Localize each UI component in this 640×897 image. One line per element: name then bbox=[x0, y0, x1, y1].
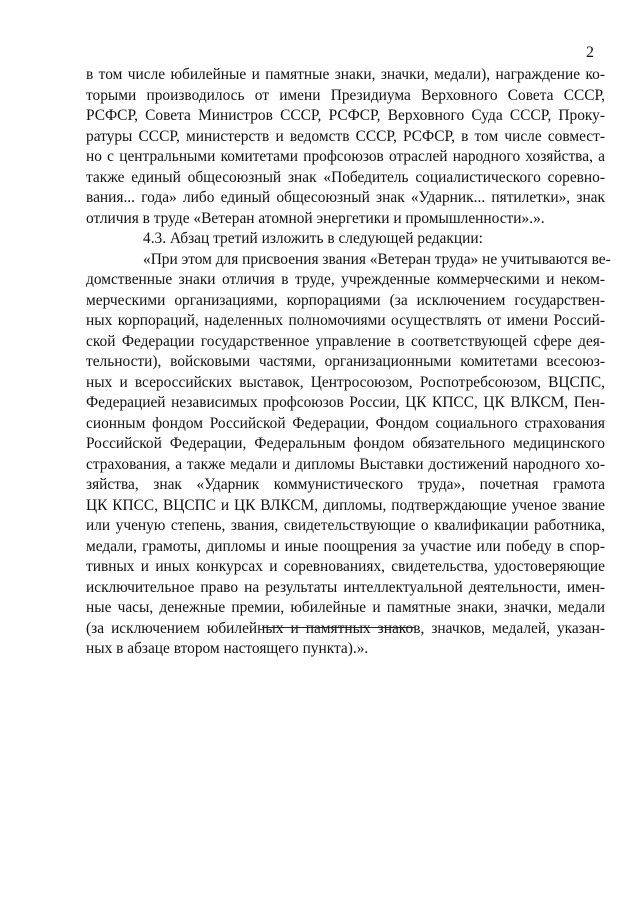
end-separator-line bbox=[262, 627, 415, 628]
text-line: ных и всероссийских выставок, Центросоюзом, Роспотребсоюзом, ВЦСПС, bbox=[86, 373, 605, 391]
text-line: ратуры СССР, министерств и ведомств СССР, РСФСР, в том числе совмест- bbox=[86, 127, 605, 145]
text-line: зяйства, знак «Ударник коммунистического труда», почетная грамота bbox=[86, 476, 605, 493]
text-line: но с центральными комитетами профсоюзов отраслей народного хозяйства, а bbox=[86, 148, 605, 165]
text-line: Федерацией независимых профсоюзов России, ЦК КПСС, ЦК ВЛКСМ, Пен- bbox=[86, 394, 605, 411]
text-line: торыми производилось от имени Президиума Верховного Совета СССР, bbox=[86, 86, 605, 104]
text-line: ных корпораций, наделенных полномочиями осуществлять от имени Россий- bbox=[86, 312, 605, 329]
text-line: или ученую степень, звания, свидетельствующие о квалификации работника, bbox=[86, 517, 605, 534]
text-line: «При этом для присвоения звания «Ветеран труда» не учитываются ве- bbox=[143, 250, 611, 268]
text-line: вания... года» либо единый общесоюзный знак «Ударник... пятилетки», знак bbox=[86, 189, 605, 206]
text-line: (за исключением юбилейных и памятных знаков, значков, медалей, указан- bbox=[86, 619, 605, 637]
text-line: домственные знаки отличия в труде, учрежденные коммерческими и неком- bbox=[86, 271, 605, 288]
text-line: ской Федерации государственное управление в соответствующей сфере дея- bbox=[86, 332, 605, 350]
document-body bbox=[86, 65, 611, 660]
text-line: в том числе юбилейные и памятные знаки, значки, медали), награждение ко- bbox=[86, 66, 605, 83]
text-line: тельности), войсковыми частями, организационными комитетами всесоюз- bbox=[86, 353, 605, 370]
text-line: 4.3. Абзац третий изложить в следующей редакции: bbox=[143, 230, 483, 247]
text-line: ные часы, денежные премии, юбилейные и памятные знаки, значки, медали bbox=[86, 599, 605, 616]
text-line: медали, грамоты, дипломы и иные поощрения за участие или победу в спор- bbox=[86, 537, 605, 555]
text-line: РСФСР, Совета Министров СССР, РСФСР, Верховного Суда СССР, Проку- bbox=[86, 107, 605, 124]
text-line: исключительное право на результаты интеллектуальной деятельности, имен- bbox=[86, 578, 605, 596]
text-line: Российской Федерации, Федеральным фондом обязательного медицинского bbox=[86, 435, 605, 452]
text-line: сионным фондом Российской Федерации, Фондом социального страхования bbox=[86, 414, 605, 432]
text-line: тивных и иных конкурсах и соревнованиях, свидетельства, удостоверяющие bbox=[86, 558, 605, 575]
text-line: отличия в труде «Ветеран атомной энергетики и промышленности».». bbox=[86, 209, 545, 227]
text-line: ных в абзаце втором настоящего пункта).». bbox=[86, 640, 369, 657]
text-line: страхования, а также медали и дипломы Выставки достижений народного хо- bbox=[86, 455, 605, 473]
page-number: 2 bbox=[586, 44, 594, 61]
text-line: мерческими организациями, корпорациями (за исключением государствен- bbox=[86, 291, 605, 309]
text-line: также единый общесоюзный знак «Победитель социалистического соревно- bbox=[86, 168, 605, 186]
text-line: ЦК КПСС, ВЦСПС и ЦК ВЛКСМ, дипломы, подтверждающие ученое звание bbox=[86, 496, 605, 514]
